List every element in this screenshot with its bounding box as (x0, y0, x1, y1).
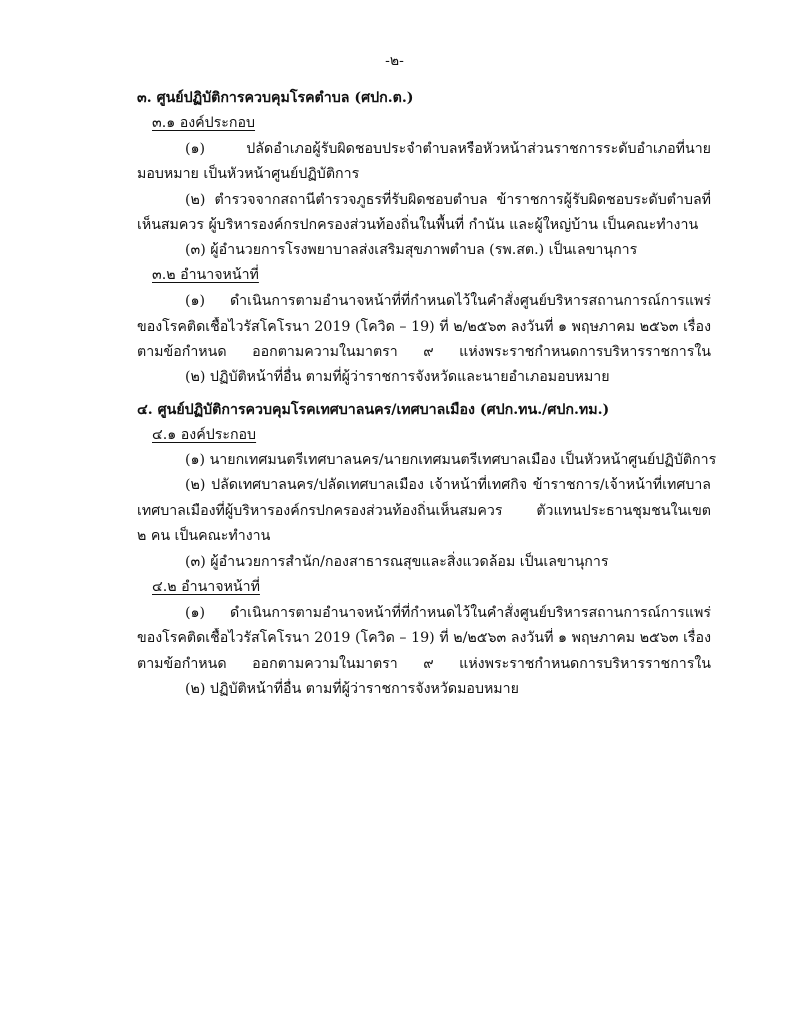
section4-item2-line2: เทศบาลเมืองที่ผู้บริหารองค์กรปกครองส่วนท้องถิ่นเห็นสมควร ตัวแทนประธานชุมชนในเขต (137, 503, 711, 519)
section4-duty1-line2: ของโรคติดเชื้อไวรัสโคโรนา 2019 (โควิด – 19) ที่ ๒/๒๕๖๓ ลงวันที่ ๑ พฤษภาคม ๒๕๖๓ เรื่อง (137, 630, 711, 646)
section3-duty1-line2: ของโรคติดเชื้อไวรัสโคโรนา 2019 (โควิด – 19) ที่ ๒/๒๕๖๓ ลงวันที่ ๑ พฤษภาคม ๒๕๖๓ เรื่อง (137, 319, 711, 335)
section3-duty2-line1: (๒) ปฏิบัติหน้าที่อื่น ตามที่ผู้ว่าราชการจังหวัดและนายอำเภอมอบหมาย (185, 369, 610, 385)
section3-heading: ๓. ศูนย์ปฏิบัติการควบคุมโรคตำบล (ศปก.ต.) (137, 90, 414, 106)
section4-item2-line3: ๒ คน เป็นคณะทำงาน (137, 528, 271, 544)
section3-item1-line2: มอบหมาย เป็นหัวหน้าศูนย์ปฏิบัติการ (137, 166, 360, 182)
section3-duty1-line3: ตามข้อกำหนด ออกตามความในมาตรา ๙ แห่งพระราชกำหนดการบริหารราชการใน (137, 344, 711, 360)
section4-item2-line1: (๒) ปลัดเทศบาลนคร/ปลัดเทศบาลเมือง เจ้าหน้าที่เทศกิจ ข้าราชการ/เจ้าหน้าที่เทศบาล (185, 477, 711, 493)
section4-duty1-line3: ตามข้อกำหนด ออกตามความในมาตรา ๙ แห่งพระราชกำหนดการบริหารราชการใน (137, 656, 711, 672)
section3-item3-line1: (๓) ผู้อำนวยการโรงพยาบาลส่งเสริมสุขภาพตำบล (รพ.สต.) เป็นเลขานุการ (185, 242, 638, 258)
section3-item2-line2: เห็นสมควร ผู้บริหารองค์กรปกครองส่วนท้องถิ่นในพื้นที่ กำนัน และผู้ใหญ่บ้าน เป็นคณะทำงาน (137, 217, 699, 233)
section3-duty1-line1: (๑) ดำเนินการตามอำนาจหน้าที่ที่กำหนดไว้ในคำสั่งศูนย์บริหารสถานการณ์การแพร่ (185, 293, 711, 309)
section3-sub1-title: ๓.๑ องค์ประกอบ (152, 115, 256, 131)
section4-item1-line1: (๑) นายกเทศมนตรีเทศบาลนคร/นายกเทศมนตรีเทศบาลเมือง เป็นหัวหน้าศูนย์ปฏิบัติการ (185, 452, 717, 468)
section4-item3-line1: (๓) ผู้อำนวยการสำนัก/กองสาธารณสุขและสิ่งแวดล้อม เป็นเลขานุการ (185, 554, 609, 570)
section4-duty1-line1: (๑) ดำเนินการตามอำนาจหน้าที่ที่กำหนดไว้ในคำสั่งศูนย์บริหารสถานการณ์การแพร่ (185, 605, 711, 621)
page-number: -๒- (385, 53, 404, 69)
section3-item1-line1: (๑) ปลัดอำเภอผู้รับผิดชอบประจำตำบลหรือหัวหน้าส่วนราชการระดับอำเภอที่นาย (185, 141, 711, 157)
section4-duty2-line1: (๒) ปฏิบัติหน้าที่อื่น ตามที่ผู้ว่าราชการจังหวัดมอบหมาย (185, 681, 519, 697)
section4-heading: ๔. ศูนย์ปฏิบัติการควบคุมโรคเทศบาลนคร/เทศบาลเมือง (ศปก.ทน./ศปก.ทม.) (137, 402, 610, 418)
section4-sub1-title: ๔.๑ องค์ประกอบ (152, 427, 257, 443)
section3-sub2-title: ๓.๒ อำนาจหน้าที่ (152, 267, 259, 283)
section4-sub2-title: ๔.๒ อำนาจหน้าที่ (152, 579, 260, 595)
section3-item2-line1: (๒) ตำรวจจากสถานีตำรวจภูธรที่รับผิดชอบตำบล ข้าราชการผู้รับผิดชอบระดับตำบลที่ (185, 192, 711, 208)
